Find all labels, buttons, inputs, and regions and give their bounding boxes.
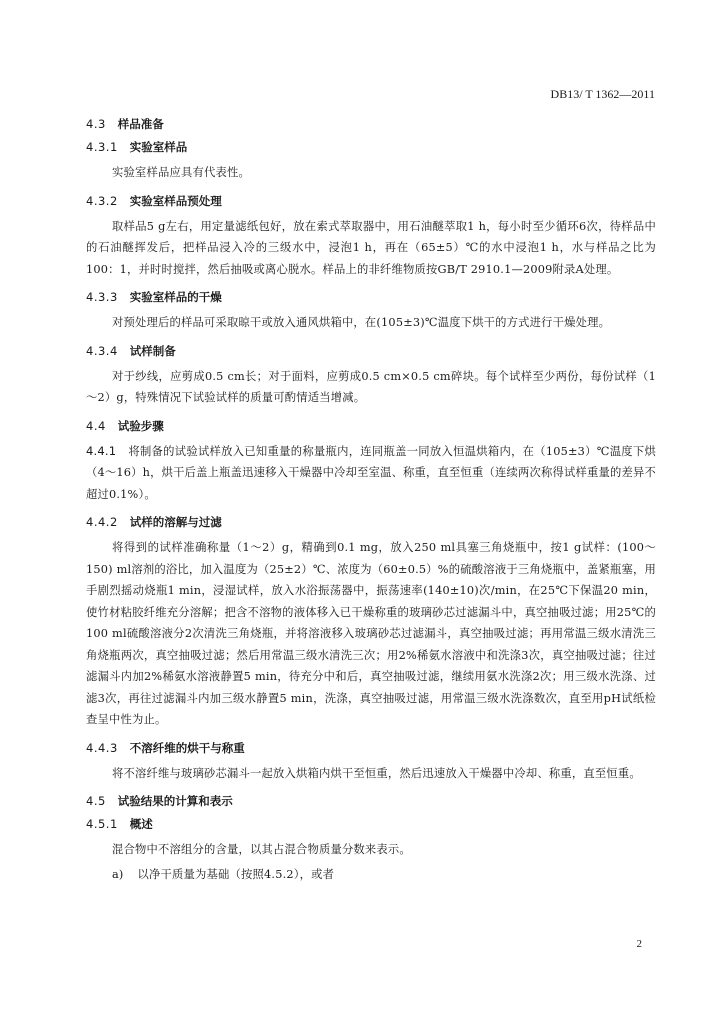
heading-4-3-3: 4.3.3 实验室样品的干燥 [86,290,222,304]
paragraph: 取样品5 g左右，用定量滤纸包好，放在索式萃取器中，用石油醚萃取1 h，每小时至少循环6次，待样品中的石油醚挥发后，把样品浸入冷的三级水中，浸泡1 h，再在（65±5）℃的水中浸泡1 h，水与样品之比为100：1，并时时搅拌，然后抽吸或离心脱水。样品上的非纤维物质按GB/T 2910.1—2009附录A处理。 [86,219,656,276]
heading-4-3-4: 4.3.4 试样制备 [86,343,176,358]
heading-4-4: 4.4 试验步骤 [86,418,164,433]
heading-4-3-1: 4.3.1 实验室样品 [86,140,188,154]
heading-4-5: 4.5 试验结果的计算和表示 [86,794,233,808]
list-item: a) 以净干质量为基础（按照4.5.2），或者 [112,867,335,881]
page-body [86,116,656,885]
paragraph: 实验室样品应具有代表性。 [112,166,250,179]
paragraph-4-4-1: 4.4.1 将制备的试验试样放入已知重量的称量瓶内，连同瓶盖一同放入恒温烘箱内，在（105±3）℃温度下烘（4～16）h，烘干后盖上瓶盖迅速移入干燥器中冷却至室温、称重，直至恒重（连续两次称得试样重量的差异不超过0.1%）。 [86,443,656,501]
paragraph: 对于纱线，应剪成0.5 cm长；对于面料，应剪成0.5 cm×0.5 cm碎块。每个试样至少两份，每份试样（1～2）g，特殊情况下试验试样的质量可酌情适当增减。 [86,369,656,404]
heading-4-5-1: 4.5.1 概述 [86,817,153,831]
paragraph: 对预处理后的样品可采取晾干或放入通风烘箱中，在(105±3)℃温度下烘干的方式进行干燥处理。 [112,316,611,329]
paragraph: 将不溶纤维与玻璃砂芯漏斗一起放入烘箱内烘干至恒重，然后迅速放入干燥器中冷却、称重，直至恒重。 [112,766,641,780]
page-number: 2 [636,938,642,950]
paragraph: 混合物中不溶组分的含量，以其占混合物质量分数来表示。 [112,843,411,856]
heading-4-3: 4.3 样品准备 [86,117,164,131]
heading-4-3-2: 4.3.2 实验室样品预处理 [86,193,222,208]
heading-4-4-3: 4.4.3 不溶纤维的烘干与称重 [86,740,245,755]
paragraph: 将得到的试样准确称量（1～2）g，精确到0.1 mg，放入250 ml具塞三角烧瓶中，按1 g试样：(100～150) ml溶剂的浴比，加入温度为（25±2）℃、浓度为（60±0.5）%的硫酸溶液于三角烧瓶中，盖紧瓶塞，用手剧烈摇动烧瓶1 min，浸湿试样，放入水浴振荡器中，振荡速率(140±10)次/min，在25℃下保温20 min，使竹材粘胶纤维充分溶解；把含不溶物的液体移入已干燥称重的玻璃砂芯过滤漏斗中，真空抽吸过滤；用25℃的100 ml硫酸溶液分2次清洗三角烧瓶，并将溶液移入玻璃砂芯过滤漏斗，真空抽吸过滤；再用常温三级水清洗三角烧瓶两次，真空抽吸过滤；然后用常温三级水清洗三次；用2%稀氨水溶液中和洗涤3次，真空抽吸过滤；往过滤漏斗内加2%稀氨水溶液静置5 min，待充分中和后，真空抽吸过滤，继续用氨水洗涤2次；用三级水洗涤、过滤3次，再往过滤漏斗内加三级水静置5 min，洗涤，真空抽吸过滤，用常温三级水洗涤数次，直至用pH试纸检查呈中性为止。 [86,541,656,726]
heading-4-4-2: 4.4.2 试样的溶解与过滤 [86,515,222,529]
document-code: DB13/ T 1362—2011 [550,87,655,101]
